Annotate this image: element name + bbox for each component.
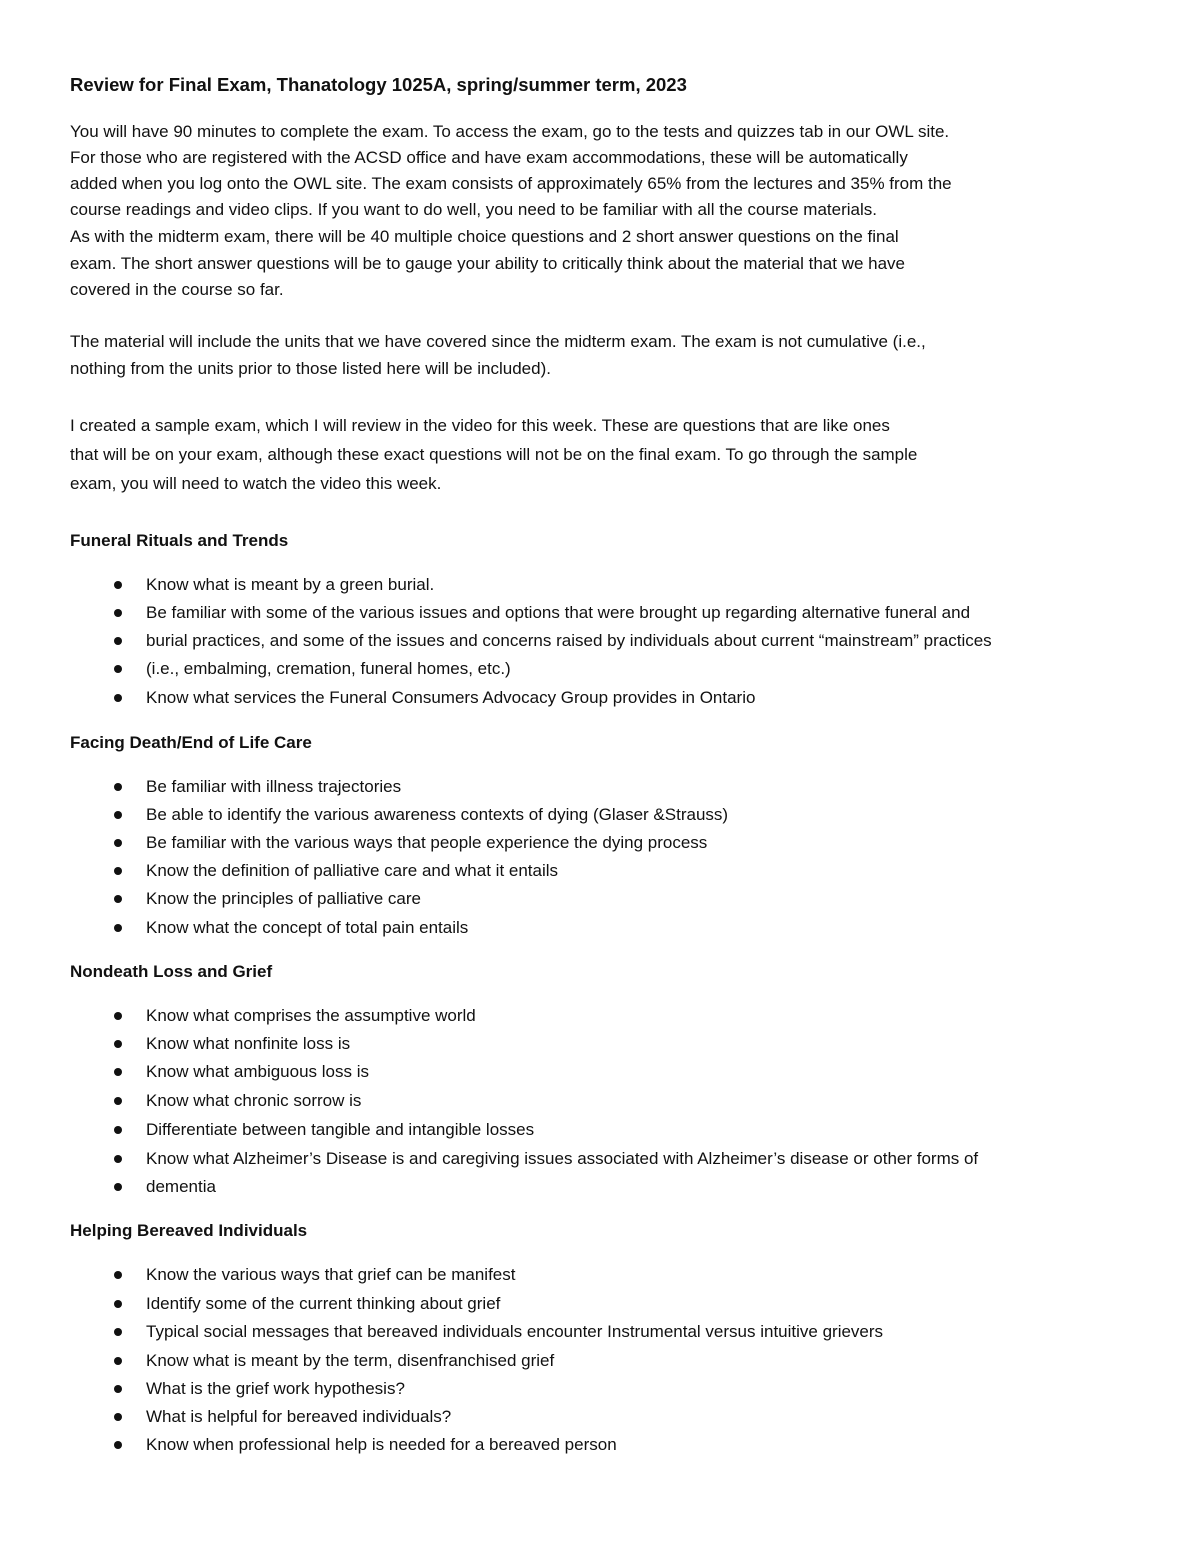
list-item-text: Know what services the Funeral Consumers Advocacy Group provides in Ontario <box>146 688 756 707</box>
list-item <box>110 1379 405 1399</box>
list-item-text: dementia <box>146 1177 216 1196</box>
list-item <box>110 1006 476 1026</box>
list-item-text: (i.e., embalming, cremation, funeral homes, etc.) <box>146 659 511 678</box>
bullet-icon <box>114 1413 122 1421</box>
list-item <box>110 1435 617 1455</box>
material-line: nothing from the units prior to those listed here will be included). <box>70 359 551 378</box>
bullet-icon <box>114 811 122 819</box>
list-item-text: What is the grief work hypothesis? <box>146 1379 405 1398</box>
bullet-icon <box>114 1126 122 1134</box>
list-item <box>110 1120 534 1140</box>
bullet-icon <box>114 609 122 617</box>
list-item-text: Know what Alzheimer’s Disease is and caregiving issues associated with Alzheimer’s disease or other forms of <box>146 1149 979 1168</box>
list-item <box>110 1322 883 1342</box>
section-heading: Helping Bereaved Individuals <box>70 1221 308 1240</box>
bullet-icon <box>114 1155 122 1163</box>
bullet-icon <box>114 1068 122 1076</box>
bullet-icon <box>114 924 122 932</box>
list-item <box>110 1034 350 1054</box>
intro-line: As with the midterm exam, there will be 40 multiple choice questions and 2 short answer questions on the final <box>70 227 899 246</box>
intro-line: exam. The short answer questions will be to gauge your ability to critically think about the material that we have <box>70 254 906 273</box>
bullet-icon <box>114 694 122 702</box>
list-item <box>110 575 434 595</box>
list-item <box>110 833 707 853</box>
list-item-text: Know what is meant by a green burial. <box>146 575 435 594</box>
bullet-icon <box>114 867 122 875</box>
list-item <box>110 918 468 938</box>
list-item-text: Know what ambiguous loss is <box>146 1062 370 1081</box>
list-item <box>110 631 992 651</box>
intro-line: For those who are registered with the ACSD office and have exam accommodations, these will be automatically <box>70 148 908 167</box>
bullet-icon <box>114 1328 122 1336</box>
intro-line: You will have 90 minutes to complete the exam. To access the exam, go to the tests and quizzes tab in our OWL site. <box>70 122 950 141</box>
list-item-text: Know the principles of palliative care <box>146 889 421 908</box>
list-item-text: Be familiar with illness trajectories <box>146 777 402 796</box>
bullet-icon <box>114 1012 122 1020</box>
bullet-icon <box>114 1441 122 1449</box>
list-item <box>110 1062 369 1082</box>
list-item-text: Know what nonfinite loss is <box>146 1034 351 1053</box>
intro-line: course readings and video clips. If you want to do well, you need to be familiar with all the course materials. <box>70 200 877 219</box>
bullet-icon <box>114 581 122 589</box>
section-heading: Funeral Rituals and Trends <box>70 531 289 550</box>
list-item-text: Identify some of the current thinking about grief <box>146 1294 501 1313</box>
list-item-text: What is helpful for bereaved individuals? <box>146 1407 452 1426</box>
list-item <box>110 777 401 797</box>
bullet-icon <box>114 665 122 673</box>
list-item <box>110 889 421 909</box>
bullet-icon <box>114 783 122 791</box>
document-title: Review for Final Exam, Thanatology 1025A, spring/summer term, 2023 <box>70 74 687 95</box>
list-item-text: Differentiate between tangible and intangible losses <box>146 1120 535 1139</box>
list-item <box>110 1407 451 1427</box>
material-line: The material will include the units that we have covered since the midterm exam. The exam is not cumulative (i.e., <box>70 332 926 351</box>
intro-line: added when you log onto the OWL site. The exam consists of approximately 65% from the lectures and 35% from the <box>70 174 952 193</box>
list-item-text: Typical social messages that bereaved individuals encounter Instrumental versus intuitive grievers <box>146 1322 884 1341</box>
bullet-icon <box>114 839 122 847</box>
list-item <box>110 1177 216 1197</box>
sample-line: I created a sample exam, which I will review in the video for this week. These are questions that are like ones <box>70 416 890 435</box>
list-item-text: Know what the concept of total pain entails <box>146 918 469 937</box>
sample-line: exam, you will need to watch the video this week. <box>70 474 442 493</box>
list-item <box>110 1149 978 1169</box>
intro-line: covered in the course so far. <box>70 280 284 299</box>
list-item-text: Know what chronic sorrow is <box>146 1091 362 1110</box>
list-item-text: burial practices, and some of the issues and concerns raised by individuals about current “mainstream” practices <box>146 631 992 650</box>
list-item-text: Know what is meant by the term, disenfranchised grief <box>146 1351 555 1370</box>
list-item <box>110 861 558 881</box>
list-item-text: Know when professional help is needed for a bereaved person <box>146 1435 617 1454</box>
bullet-icon <box>114 1385 122 1393</box>
bullet-icon <box>114 1183 122 1191</box>
bullet-icon <box>114 1040 122 1048</box>
list-item <box>110 805 728 825</box>
list-item <box>110 1091 361 1111</box>
list-item-text: Be familiar with some of the various issues and options that were brought up regarding alternative funeral and <box>146 603 971 622</box>
list-item <box>110 1351 554 1371</box>
list-item-text: Know what comprises the assumptive world <box>146 1006 476 1025</box>
bullet-icon <box>114 1271 122 1279</box>
section-heading: Nondeath Loss and Grief <box>70 962 273 981</box>
bullet-icon <box>114 1357 122 1365</box>
list-item-text: Know the various ways that grief can be manifest <box>146 1265 516 1284</box>
bullet-icon <box>114 1097 122 1105</box>
bullet-icon <box>114 895 122 903</box>
bullet-icon <box>114 637 122 645</box>
list-item-text: Know the definition of palliative care and what it entails <box>146 861 559 880</box>
list-item <box>110 688 755 708</box>
list-item-text: Be able to identify the various awareness contexts of dying (Glaser &Strauss) <box>146 805 729 824</box>
list-item <box>110 1294 500 1314</box>
list-item <box>110 659 511 679</box>
list-item <box>110 1265 515 1285</box>
section-heading: Facing Death/End of Life Care <box>70 733 312 752</box>
list-item <box>110 603 970 623</box>
sample-line: that will be on your exam, although these exact questions will not be on the final exam. To go through the sample <box>70 445 918 464</box>
list-item-text: Be familiar with the various ways that people experience the dying process <box>146 833 708 852</box>
bullet-icon <box>114 1300 122 1308</box>
